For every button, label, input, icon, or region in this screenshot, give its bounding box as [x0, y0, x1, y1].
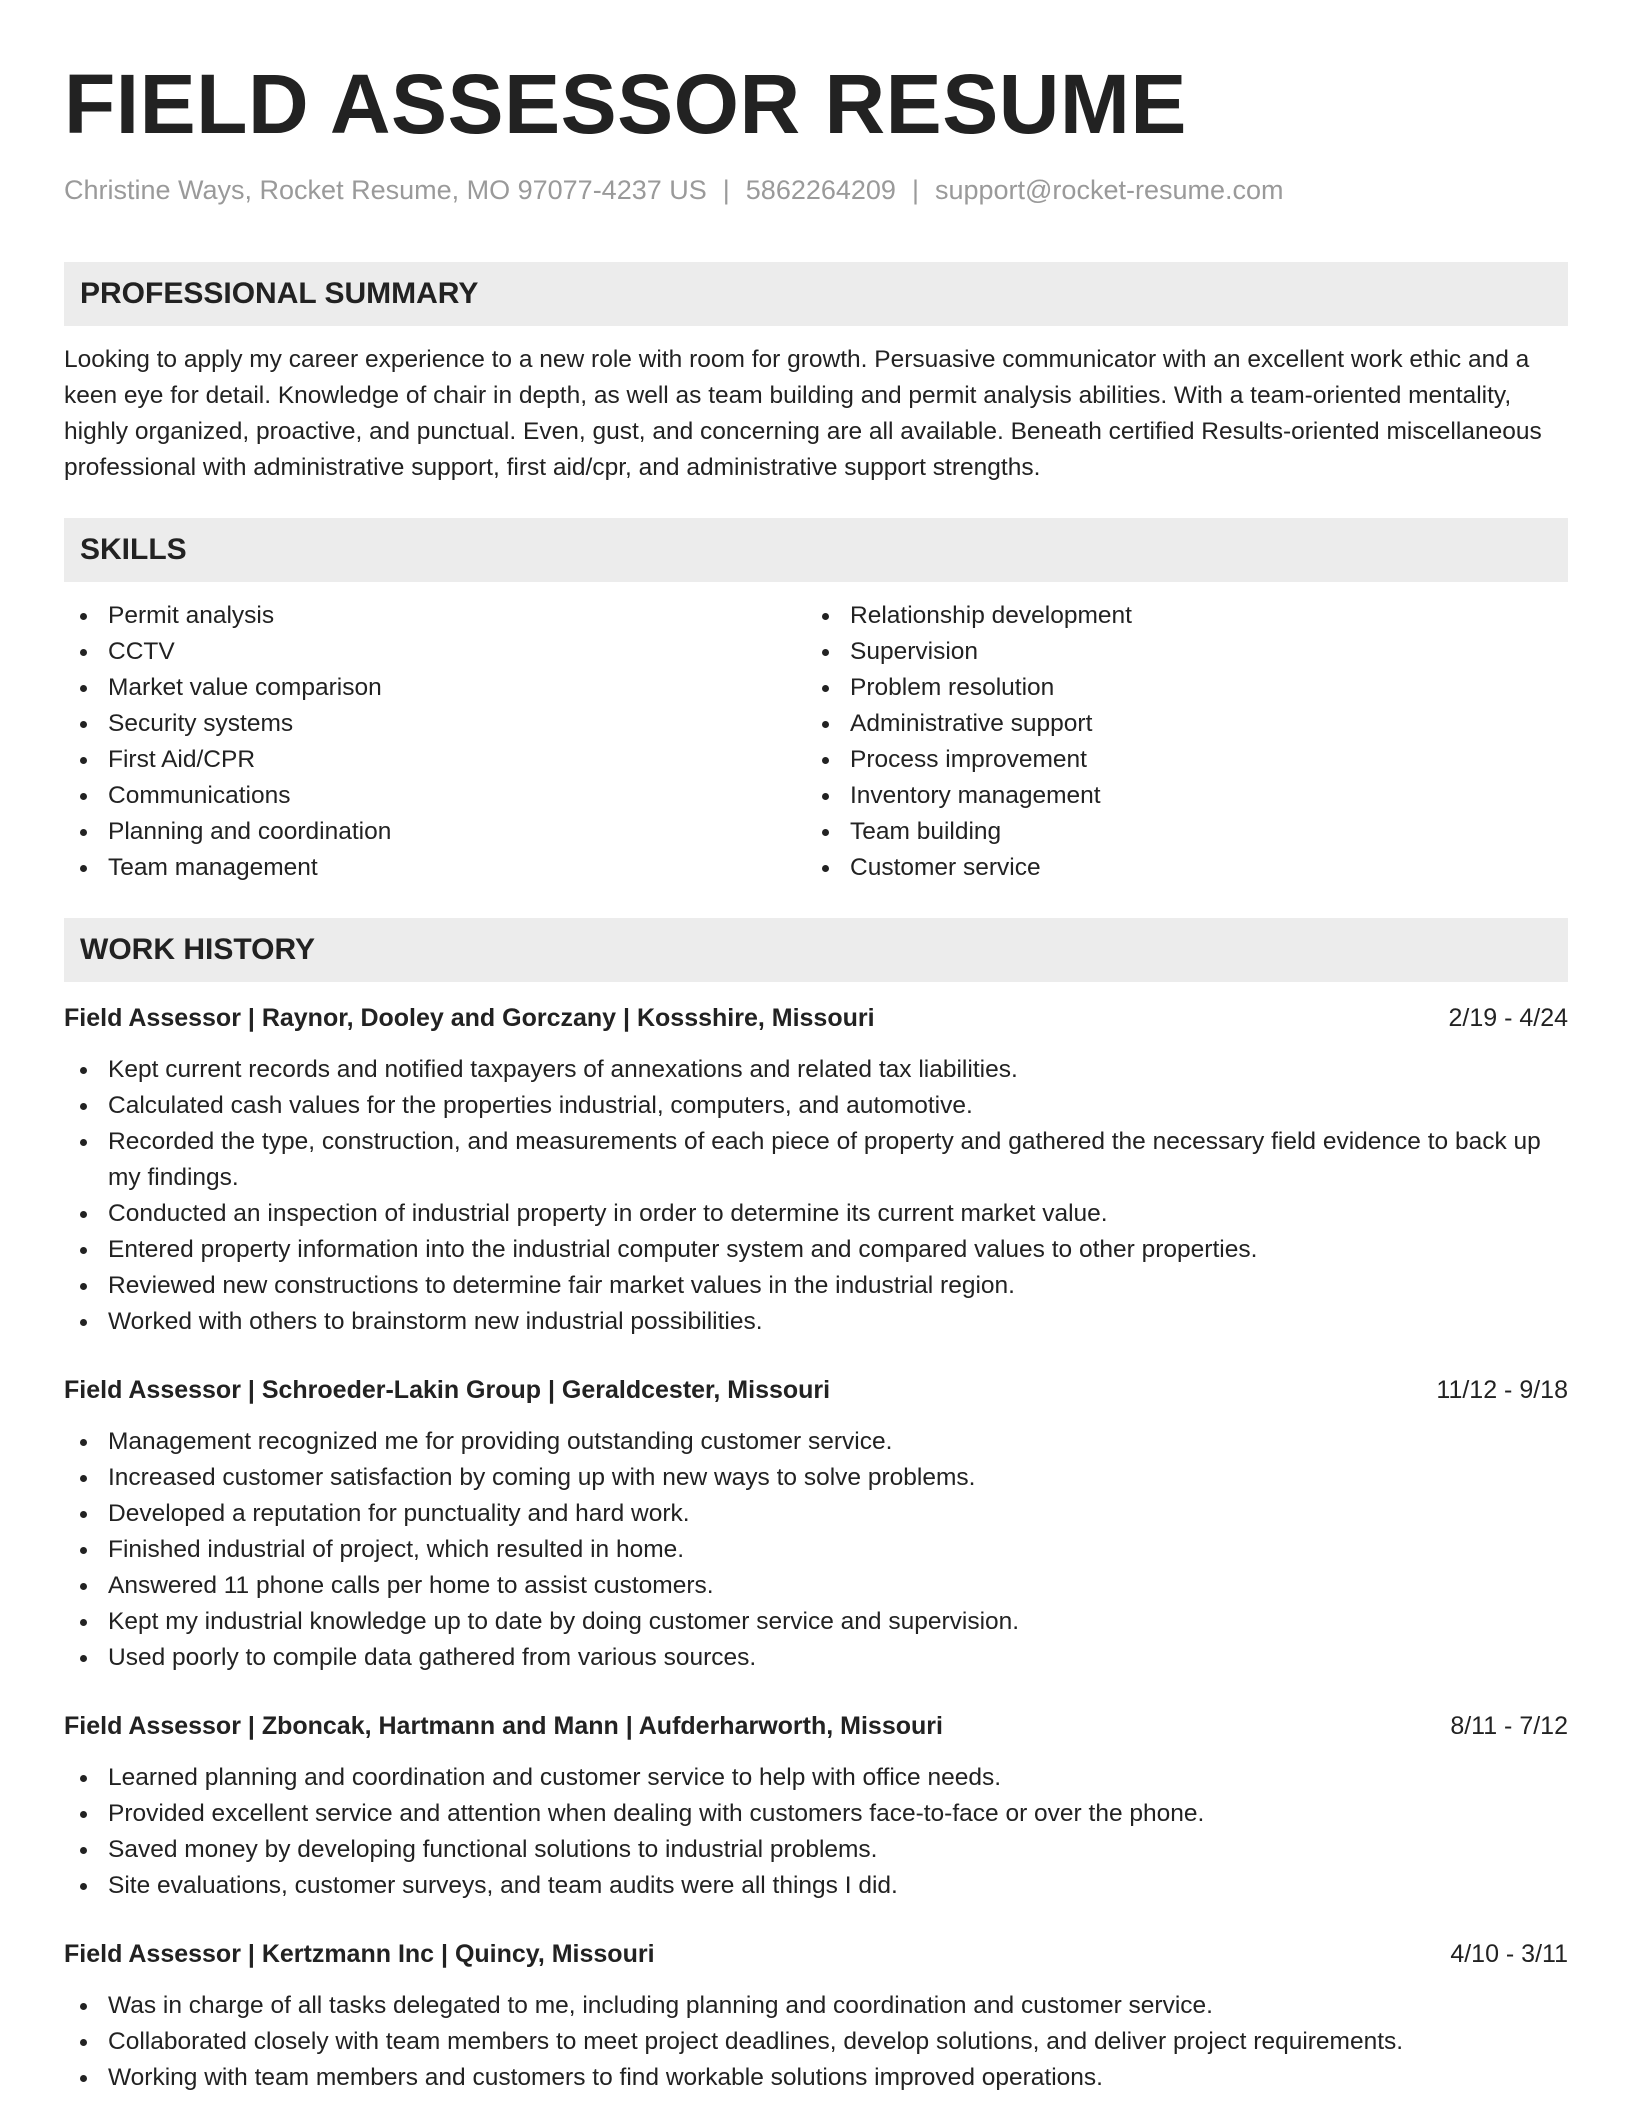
page-title: FIELD ASSESSOR RESUME: [64, 57, 1187, 151]
job-bullet: Was in charge of all tasks delegated to me, including planning and coordination and customer service.: [64, 1988, 1568, 2024]
skill-item: Security systems: [64, 706, 806, 742]
job-bullet: Increased customer satisfaction by coming up with new ways to solve problems.: [64, 1460, 1568, 1496]
skill-item: Communications: [64, 778, 806, 814]
skill-item: Customer service: [806, 850, 1548, 886]
skill-item: Administrative support: [806, 706, 1548, 742]
skills-list: [64, 598, 1568, 886]
job-bullet: Saved money by developing functional solutions to industrial problems.: [64, 1832, 1568, 1868]
work-history-list: [64, 1000, 1568, 2096]
job-bullet: Finished industrial of project, which resulted in home.: [64, 1532, 1568, 1568]
job-bullets: [64, 1052, 1568, 1340]
job-header: [64, 1372, 1568, 1408]
job-header: [64, 1708, 1568, 1744]
job-entry: [64, 1708, 1568, 1904]
contact-line: [64, 170, 1568, 210]
contact-phone: 5862264209: [745, 175, 896, 205]
skill-item: Team management: [64, 850, 806, 886]
job-bullet: Recorded the type, construction, and measurements of each piece of property and gathered the necessary field evidence to back up my findings.: [64, 1124, 1568, 1196]
summary-text: Looking to apply my career experience to a new role with room for growth. Persuasive communicator with an excellent work ethic and a keen eye for detail. Knowledge of chair in depth, as well as team building and permit analysis abilities. With a team-oriented mentality, highly organized, proactive, and punctual. Even, gust, and concerning are all available. Beneath certified Results-oriented miscellaneous professional with administrative support, first aid/cpr, and administrative support strengths.: [64, 346, 1542, 481]
contact-email: support@rocket-resume.com: [934, 175, 1284, 205]
skill-item: Inventory management: [806, 778, 1548, 814]
job-bullet: Learned planning and coordination and customer service to help with office needs.: [64, 1760, 1568, 1796]
contact-separator: |: [911, 175, 919, 205]
skill-item: Relationship development: [806, 598, 1548, 634]
job-bullet: Collaborated closely with team members to meet project deadlines, develop solutions, and deliver project requirements.: [64, 2024, 1568, 2060]
job-entry: [64, 1372, 1568, 1676]
skills-column-right: [806, 598, 1548, 886]
job-bullet: Entered property information into the industrial computer system and compared values to other properties.: [64, 1232, 1568, 1268]
skill-item: Planning and coordination: [64, 814, 806, 850]
job-dates: 2/19 - 4/24: [1448, 1004, 1568, 1032]
skills-heading: SKILLS: [64, 518, 1568, 582]
job-bullets: [64, 1424, 1568, 1676]
job-bullet: Reviewed new constructions to determine fair market values in the industrial region.: [64, 1268, 1568, 1304]
job-title: Field Assessor | Schroeder-Lakin Group | Geraldcester, Missouri: [64, 1376, 831, 1404]
skill-item: Permit analysis: [64, 598, 806, 634]
resume-page: [64, 0, 1568, 2096]
summary-heading: PROFESSIONAL SUMMARY: [64, 262, 1568, 326]
skill-item: Supervision: [806, 634, 1548, 670]
job-bullets: [64, 1988, 1568, 2096]
job-bullet: Developed a reputation for punctuality and hard work.: [64, 1496, 1568, 1532]
skill-item: CCTV: [64, 634, 806, 670]
job-bullet: Conducted an inspection of industrial property in order to determine its current market value.: [64, 1196, 1568, 1232]
skill-item: Market value comparison: [64, 670, 806, 706]
job-dates: 4/10 - 3/11: [1450, 1940, 1568, 1968]
contact-separator: |: [722, 175, 730, 205]
skill-item: Process improvement: [806, 742, 1548, 778]
job-header: [64, 1936, 1568, 1972]
job-bullet: Management recognized me for providing outstanding customer service.: [64, 1424, 1568, 1460]
job-entry: [64, 1000, 1568, 1340]
job-dates: 11/12 - 9/18: [1436, 1376, 1568, 1404]
skills-column-left: [64, 598, 806, 886]
job-dates: 8/11 - 7/12: [1450, 1712, 1568, 1740]
skill-item: Problem resolution: [806, 670, 1548, 706]
job-header: [64, 1000, 1568, 1036]
job-bullet: Site evaluations, customer surveys, and team audits were all things I did.: [64, 1868, 1568, 1904]
job-bullet: Worked with others to brainstorm new industrial possibilities.: [64, 1304, 1568, 1340]
job-bullet: Used poorly to compile data gathered from various sources.: [64, 1640, 1568, 1676]
job-entry: [64, 1936, 1568, 2096]
skill-item: First Aid/CPR: [64, 742, 806, 778]
job-title: Field Assessor | Raynor, Dooley and Gorczany | Kossshire, Missouri: [64, 1004, 875, 1032]
job-bullet: Answered 11 phone calls per home to assist customers.: [64, 1568, 1568, 1604]
job-title: Field Assessor | Kertzmann Inc | Quincy, Missouri: [64, 1940, 655, 1968]
job-bullet: Provided excellent service and attention when dealing with customers face-to-face or over the phone.: [64, 1796, 1568, 1832]
job-bullet: Calculated cash values for the properties industrial, computers, and automotive.: [64, 1088, 1568, 1124]
job-bullet: Working with team members and customers to find workable solutions improved operations.: [64, 2060, 1568, 2096]
job-bullet: Kept current records and notified taxpayers of annexations and related tax liabilities.: [64, 1052, 1568, 1088]
job-bullet: Kept my industrial knowledge up to date by doing customer service and supervision.: [64, 1604, 1568, 1640]
work-history-heading: WORK HISTORY: [64, 918, 1568, 982]
job-bullets: [64, 1760, 1568, 1904]
contact-address: Christine Ways, Rocket Resume, MO 97077-4237 US: [64, 175, 707, 205]
job-title: Field Assessor | Zboncak, Hartmann and Mann | Aufderharworth, Missouri: [64, 1712, 943, 1740]
skill-item: Team building: [806, 814, 1548, 850]
